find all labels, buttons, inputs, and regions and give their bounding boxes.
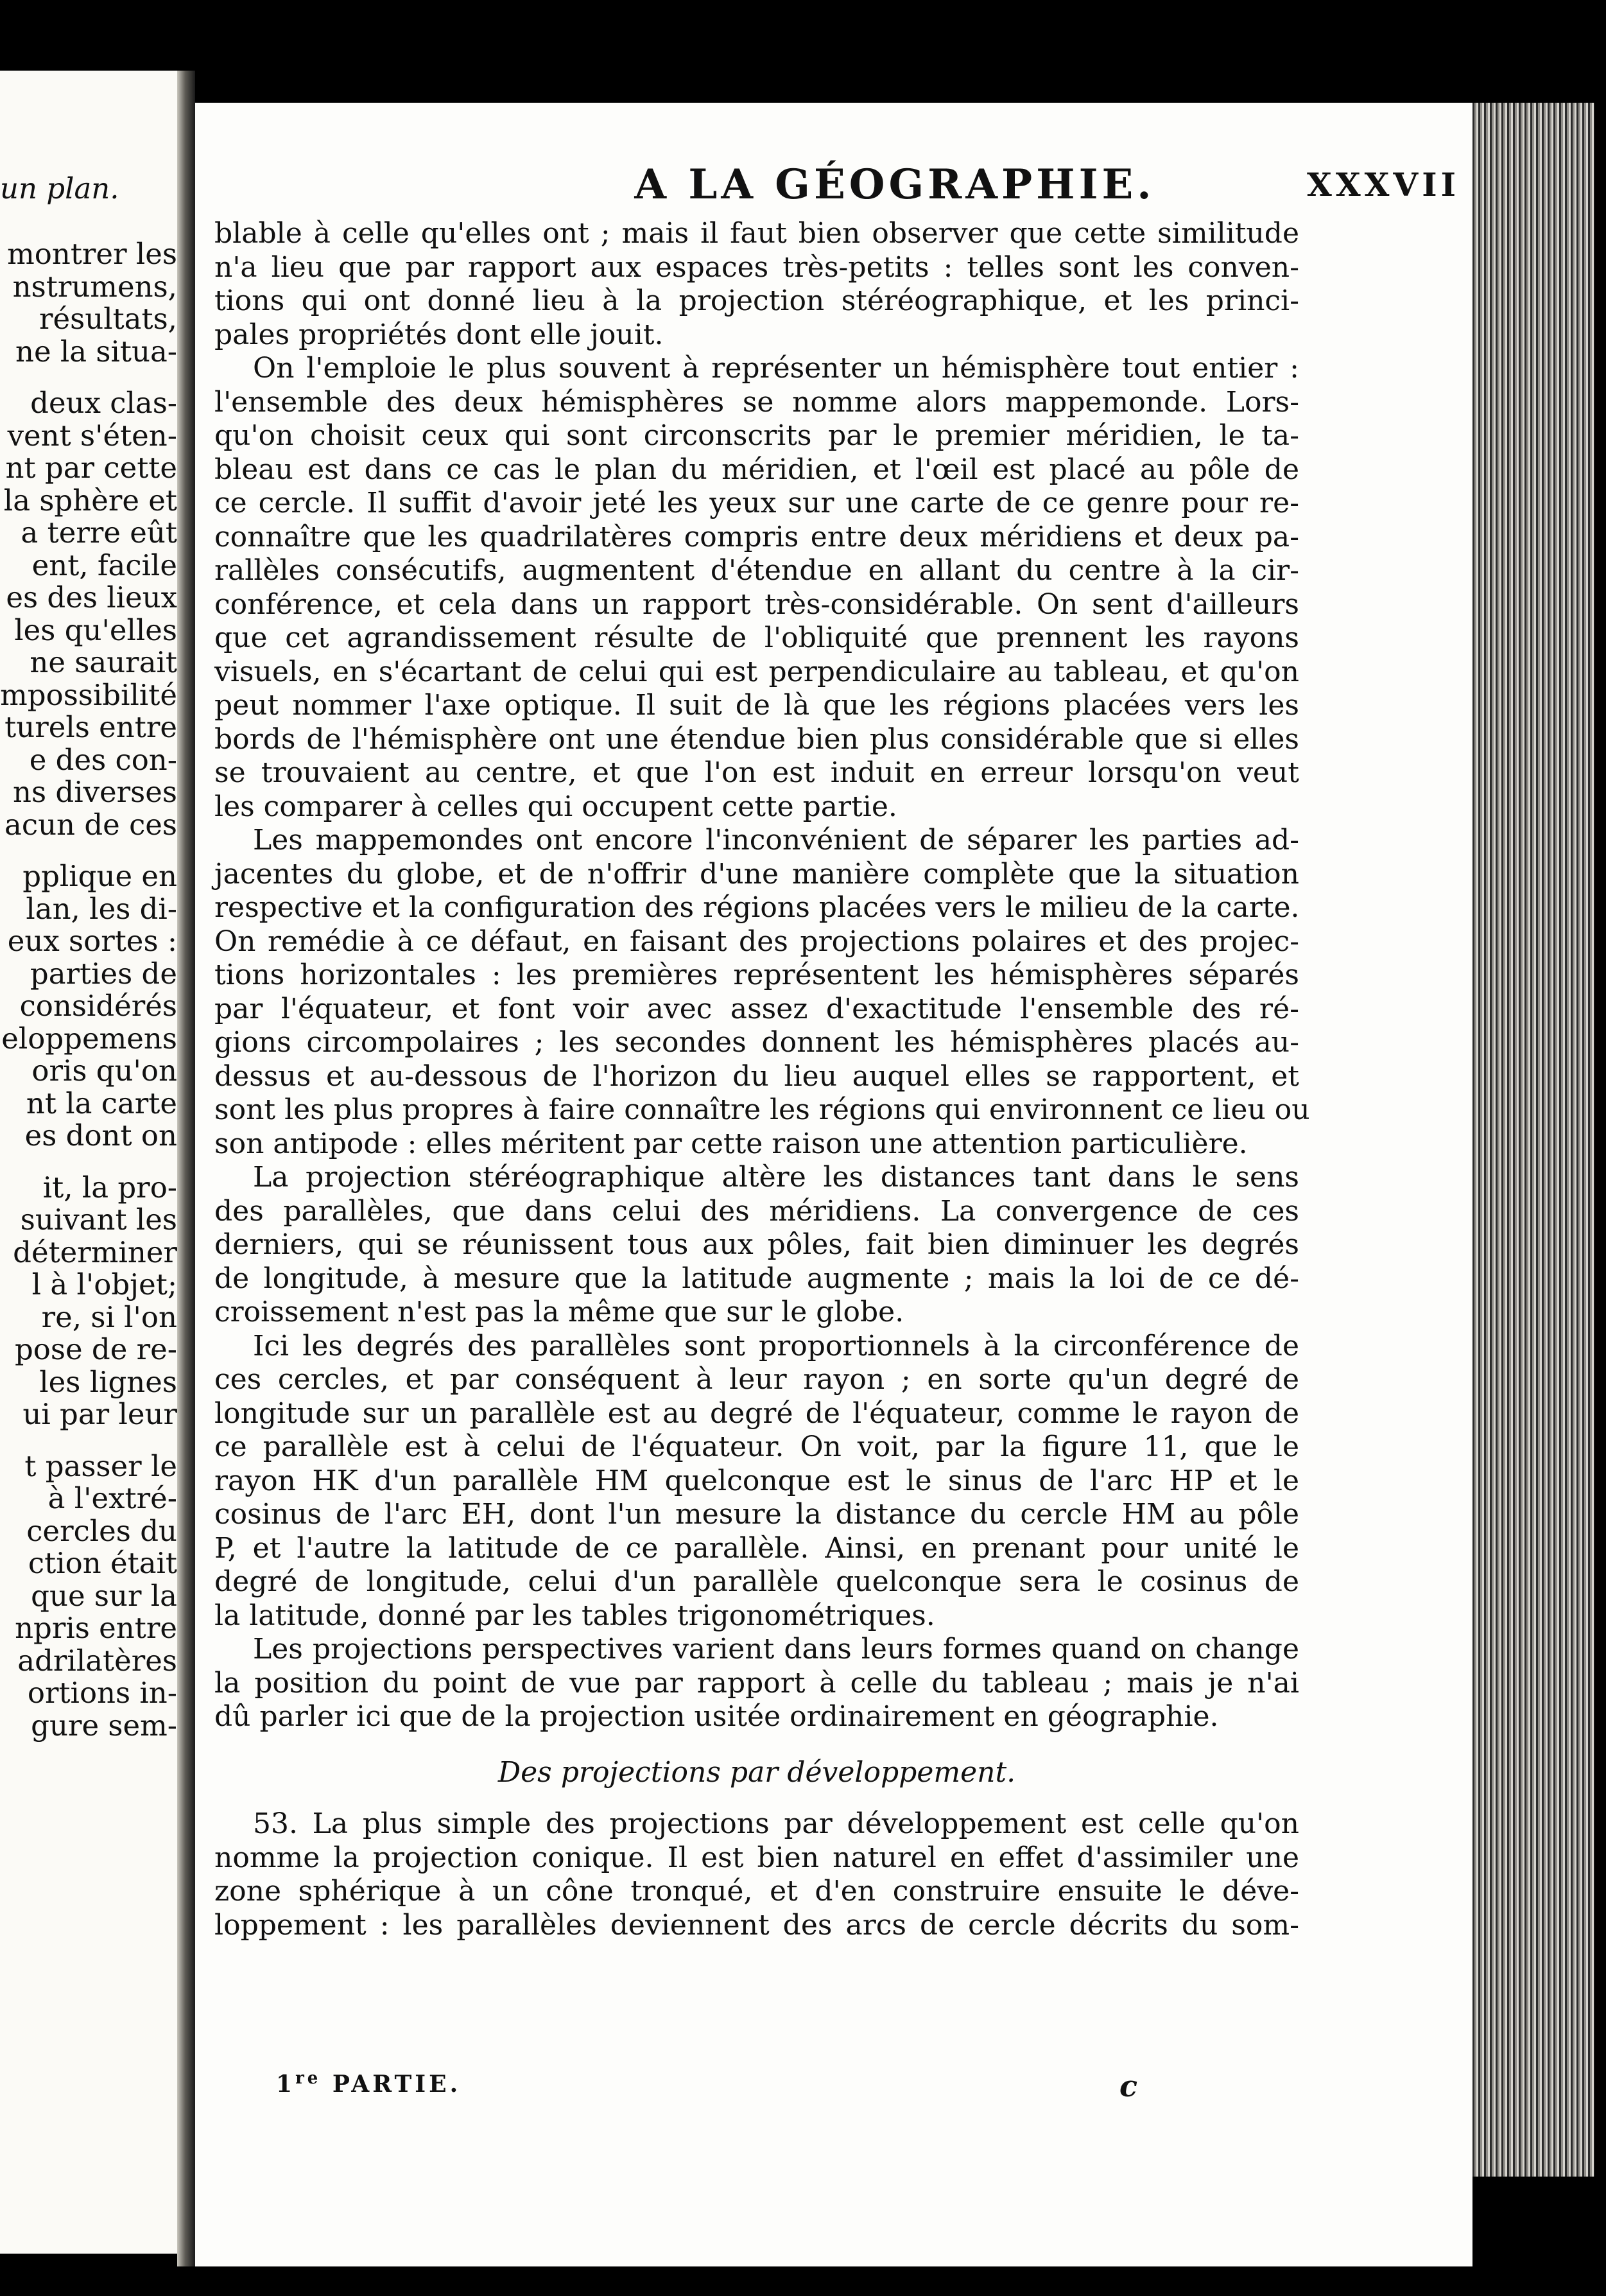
gathering-mark: c	[1119, 2069, 1138, 2103]
text-line: ce cercle. Il suffit d'avoir jeté les yeux sur une carte de ce genre pour re-	[214, 487, 1299, 519]
text-line: nomme la projection conique. Il est bien naturel en effet d'assimiler une	[214, 1841, 1299, 1874]
text-line: derniers, qui se réunissent tous aux pôles, fait bien diminuer les degrés	[214, 1228, 1299, 1261]
text-line: tions horizontales : les premières représentent les hémisphères séparés	[214, 959, 1299, 991]
text-line: que cet agrandissement résulte de l'obliquité que prennent les rayons	[214, 622, 1299, 654]
left-page-line: montrer les	[7, 237, 177, 271]
left-page-line: que sur la	[31, 1578, 177, 1613]
left-page-line: ne saurait	[30, 645, 177, 679]
text-line: peut nommer l'axe optique. Il suit de là que les régions placées vers les	[214, 689, 1299, 722]
text-line: sont les plus propres à faire connaître les régions qui environnent ce lieu ou	[214, 1093, 1310, 1126]
text-line: visuels, en s'écartant de celui qui est perpendiculaire au tableau, et qu'on	[214, 655, 1299, 688]
page-edges	[1472, 103, 1594, 2177]
text-line: se trouvaient au centre, et que l'on est induit en erreur lorsqu'on veut	[214, 756, 1299, 789]
text-line: gions circompolaires ; les secondes donnent les hémisphères placés au-	[214, 1026, 1299, 1059]
text-line: n'a lieu que par rapport aux espaces très-petits : telles sont les conven-	[214, 250, 1299, 284]
left-page-line: adrilatères	[17, 1643, 177, 1678]
text-line: les comparer à celles qui occupent cette partie.	[214, 790, 897, 823]
text-line: conférence, et cela dans un rapport très-considérable. On sent d'ailleurs	[214, 587, 1299, 621]
left-page-line: a terre eût	[21, 516, 177, 550]
running-head-title: A LA GÉOGRAPHIE.	[634, 161, 1155, 209]
text-line: cosinus de l'arc EH, dont l'un mesure la distance du cercle HM au pôle	[214, 1498, 1299, 1531]
text-line: qu'on choisit ceux qui sont circonscrits par le premier méridien, le ta-	[214, 419, 1299, 452]
left-page-line: ction était	[28, 1546, 177, 1580]
left-page-line: vent s'éten-	[7, 418, 177, 453]
text-line: degré de longitude, celui d'un parallèle quelconque sera le cosinus de	[214, 1565, 1299, 1598]
text-line: ce parallèle est à celui de l'équateur. On voit, par la figure 11, que le	[214, 1431, 1299, 1463]
section-heading: Des projections par développement.	[497, 1755, 1016, 1789]
left-page-line: parties de	[30, 956, 177, 991]
text-line: la latitude, donné par les tables trigonométriques.	[214, 1599, 935, 1632]
text-line: On l'emploie le plus souvent à représenter un hémisphère tout entier :	[253, 352, 1299, 385]
signature-mark: 1re PARTIE.	[276, 2069, 462, 2098]
left-page-line: eux sortes :	[7, 924, 177, 958]
left-page-line: turels entre	[4, 710, 177, 744]
text-line: rallèles consécutifs, augmentent d'étendue en allant du centre à la cir-	[214, 554, 1299, 587]
left-page-line: résultats,	[39, 302, 177, 336]
left-page-line: acun de ces	[4, 807, 177, 842]
left-page-line: es des lieux	[6, 580, 177, 614]
left-page-line: ortions in-	[27, 1676, 177, 1710]
text-line: la position du point de vue par rapport à celle du tableau ; mais je n'ai	[214, 1666, 1299, 1700]
text-line: bleau est dans ce cas le plan du méridien, et l'œil est placé au pôle de	[214, 453, 1299, 486]
text-line: bords de l'hémisphère ont une étendue bien plus considérable que si elles	[214, 722, 1299, 756]
book-gutter	[177, 71, 195, 2266]
left-page-line: un plan.	[0, 171, 119, 205]
text-line: Ici les degrés des parallèles sont proportionnels à la circonférence de	[253, 1329, 1299, 1362]
text-line: La projection stéréographique altère les distances tant dans le sens	[253, 1161, 1299, 1194]
text-line: de longitude, à mesure que la latitude augmente ; mais la loi de ce dé-	[214, 1262, 1299, 1295]
left-page-line: considérés	[19, 989, 177, 1023]
left-page-line: à l'extré-	[47, 1481, 177, 1515]
left-page-line: déterminer	[13, 1235, 177, 1269]
left-page-line: suivant les	[20, 1203, 177, 1237]
left-page-line: nt la carte	[26, 1086, 177, 1120]
left-page-line: pplique en	[22, 859, 177, 893]
text-line: Les projections perspectives varient dans leurs formes quand on change	[253, 1633, 1299, 1665]
text-line: blable à celle qu'elles ont ; mais il faut bien observer que cette similitude	[214, 217, 1299, 250]
left-page-line: lan, les di-	[26, 891, 177, 926]
text-line: son antipode : elles méritent par cette raison une attention particulière.	[214, 1127, 1248, 1160]
left-page-line: es dont on	[24, 1118, 177, 1152]
left-page-line: npris entre	[15, 1611, 177, 1645]
text-line: zone sphérique à un cône tronqué, et d'en construire ensuite le déve-	[214, 1875, 1299, 1908]
text-line: rayon HK d'un parallèle HM quelconque est le sinus de l'arc HP et le	[214, 1464, 1299, 1497]
left-page-line: oris qu'on	[31, 1054, 177, 1088]
text-line: loppement : les parallèles deviennent des arcs de cercle décrits du som-	[214, 1908, 1299, 1942]
left-page-line: les lignes	[39, 1364, 177, 1399]
text-line: connaître que les quadrilatères compris entre deux méridiens et deux pa-	[214, 520, 1299, 553]
text-line: longitude sur un parallèle est au degré de l'équateur, comme le rayon de	[214, 1396, 1299, 1430]
left-page-line: t passer le	[24, 1448, 177, 1483]
left-page-line: e des con-	[29, 742, 177, 777]
text-line: pales propriétés dont elle jouit.	[214, 318, 664, 351]
left-page-line: les qu'elles	[14, 613, 177, 647]
text-line: respective et la configuration des régions placées vers le milieu de la carte.	[214, 891, 1300, 924]
body-text	[214, 217, 1310, 1942]
left-page-line: mpossibilité	[0, 677, 177, 712]
left-page-line: nt par cette	[5, 451, 177, 485]
left-page-line: cercles du	[26, 1513, 177, 1548]
left-page-line: nstrumens,	[12, 269, 177, 304]
left-page-line: gure sem-	[31, 1708, 177, 1743]
left-page-line: ent, facile	[31, 548, 177, 582]
text-line: des parallèles, que dans celui des méridiens. La convergence de ces	[214, 1194, 1299, 1228]
left-page-line: re, si l'on	[41, 1300, 177, 1334]
text-line: tions qui ont donné lieu à la projection stéréographique, et les princi-	[214, 284, 1299, 317]
text-line: Les mappemondes ont encore l'inconvénient de séparer les parties ad-	[253, 824, 1299, 857]
text-line: ces cercles, et par conséquent à leur rayon ; en sorte qu'un degré de	[214, 1363, 1299, 1396]
text-line: jacentes du globe, et de n'offrir d'une manière complète que la situation	[214, 857, 1299, 891]
running-head	[195, 161, 1472, 212]
text-line: dû parler ici que de la projection usitée ordinairement en géographie.	[214, 1700, 1219, 1733]
text-line: croissement n'est pas la même que sur le globe.	[214, 1296, 904, 1328]
left-page-line: ne la situa-	[15, 334, 177, 369]
page-number: XXXVII	[1307, 166, 1460, 204]
left-page-fragment	[0, 71, 177, 2254]
left-page-line: ui par leur	[22, 1397, 177, 1431]
text-line: On remédie à ce défaut, en faisant des projections polaires et des projec-	[214, 925, 1299, 958]
text-line: par l'équateur, et font voir avec assez d'exactitude l'ensemble des ré-	[214, 992, 1299, 1025]
left-page-line: deux clas-	[30, 386, 177, 420]
left-page-line: it, la pro-	[42, 1170, 177, 1205]
text-line: dessus et au-dessous de l'horizon du lieu auquel elles se rapportent, et	[214, 1059, 1299, 1093]
text-line: l'ensemble des deux hémisphères se nomme alors mappemonde. Lors-	[214, 385, 1299, 419]
left-page-line: pose de re-	[14, 1332, 177, 1366]
text-line: P, et l'autre la latitude de ce parallèle. Ainsi, en prenant pour unité le	[214, 1531, 1299, 1565]
text-line: 53. La plus simple des projections par développement est celle qu'on	[253, 1807, 1299, 1840]
left-page-line: l à l'objet;	[31, 1267, 177, 1301]
left-page-line: ns diverses	[13, 775, 177, 809]
left-page-line: la sphère et	[3, 483, 177, 517]
left-page-line: eloppemens	[1, 1021, 177, 1056]
